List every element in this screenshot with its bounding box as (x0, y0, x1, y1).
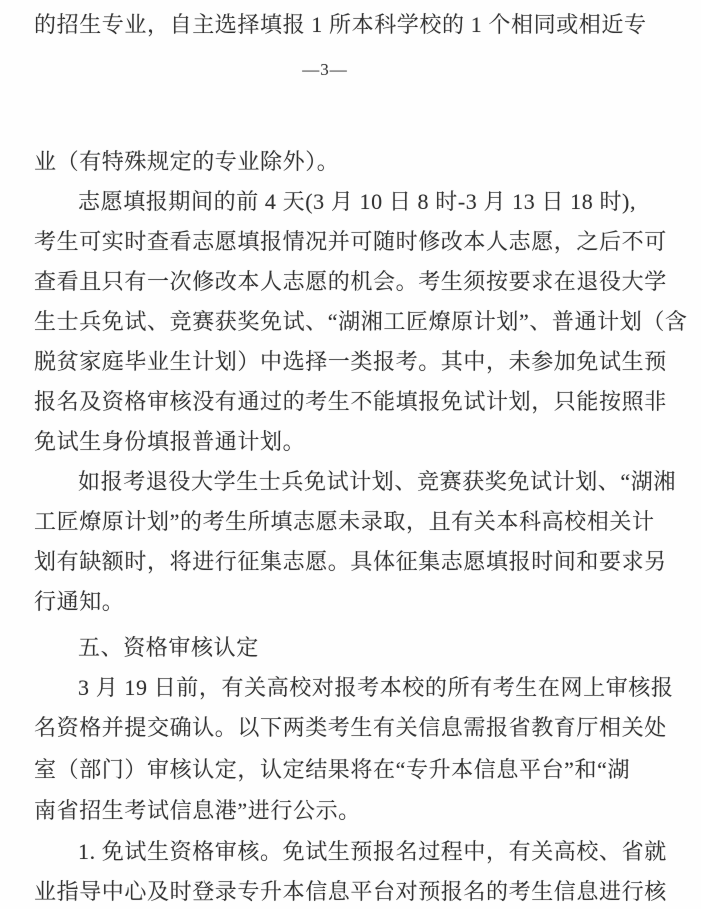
body-line: 业指导中心及时登录专升本信息平台对预报名的考生信息进行核 (34, 879, 667, 904)
section-heading: 五、资格审核认定 (78, 635, 259, 660)
body-line: 生士兵免试、竞赛获奖免试、“湖湘工匠燎原计划”、普通计划（含 (34, 309, 688, 334)
body-line: 报名及资格审核没有通过的考生不能填报免试计划，只能按照非 (34, 389, 667, 414)
body-line: 行通知。 (34, 589, 125, 614)
body-line: 脱贫家庭毕业生计划）中选择一类报考。其中，未参加免试生预 (34, 349, 667, 374)
body-line: 1. 免试生资格审核。免试生预报名过程中，有关高校、省就 (78, 839, 667, 864)
body-line: 划有缺额时，将进行征集志愿。具体征集志愿填报时间和要求另 (34, 549, 667, 574)
previous-page-tail-line: 的招生专业，自主选择填报 1 所本科学校的 1 个相同或相近专 (34, 12, 647, 37)
body-line: 名资格并提交确认。以下两类考生有关信息需报省教育厅相关处 (34, 715, 667, 740)
body-line: 查看且只有一次修改本人志愿的机会。考生须按要求在退役大学 (34, 269, 667, 294)
body-line: 3 月 19 日前，有关高校对报考本校的所有考生在网上审核报 (78, 675, 674, 700)
body-line: 免试生身份填报普通计划。 (34, 429, 306, 454)
body-line: 室（部门）审核认定，认定结果将在“专升本信息平台”和“湖 (34, 757, 631, 782)
body-line: 工匠燎原计划”的考生所填志愿未录取，且有关本科高校相关计 (34, 509, 655, 534)
page-number: —3— (302, 60, 348, 79)
body-line: 业（有特殊规定的专业除外）。 (34, 149, 340, 174)
body-line: 考生可实时查看志愿填报情况并可随时修改本人志愿，之后不可 (34, 229, 667, 254)
body-line: 南省招生考试信息港”进行公示。 (34, 798, 361, 823)
body-line: 如报考退役大学生士兵免试计划、竞赛获奖免试计划、“湖湘 (78, 469, 676, 494)
body-line: 志愿填报期间的前 4 天(3 月 10 日 8 时-3 月 13 日 18 时), (78, 189, 637, 214)
